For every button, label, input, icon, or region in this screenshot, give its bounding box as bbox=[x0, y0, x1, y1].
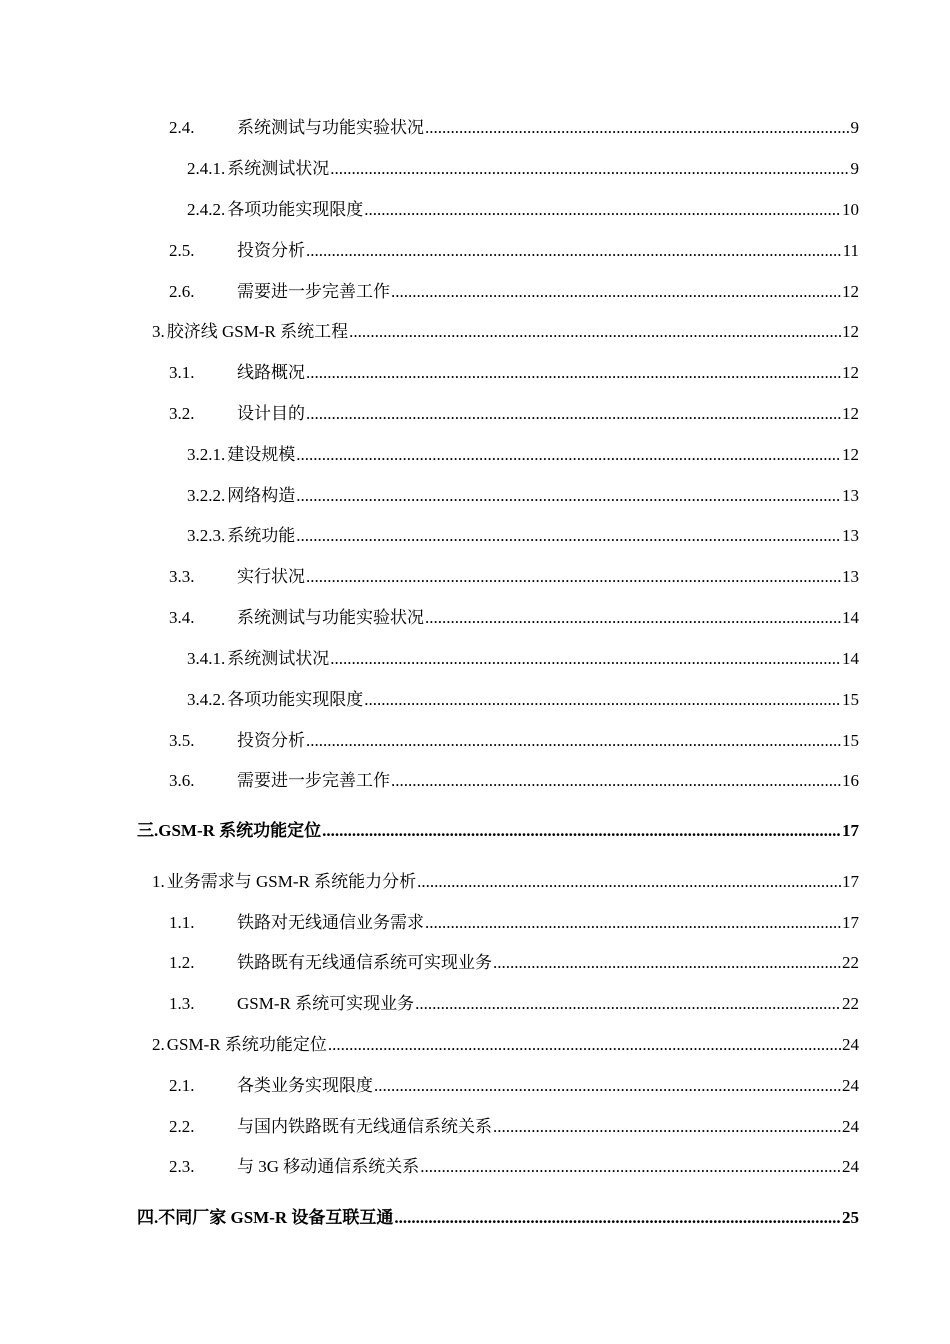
toc-entry-number: 2.5. bbox=[169, 241, 195, 260]
toc-leader bbox=[322, 821, 841, 841]
toc-entry-page: 13 bbox=[842, 567, 859, 586]
toc-entry-title: 线路概况 bbox=[237, 363, 305, 382]
toc-entry-page: 25 bbox=[842, 1208, 859, 1227]
toc-entry[interactable] bbox=[169, 990, 859, 1014]
toc-leader bbox=[306, 567, 841, 587]
toc-leader bbox=[417, 872, 841, 892]
toc-entry-number: 3.5. bbox=[169, 731, 195, 750]
toc-entry-number: 2.1. bbox=[169, 1076, 195, 1095]
toc-leader bbox=[349, 322, 841, 342]
toc-entry-title: 业务需求与 GSM-R 系统能力分析 bbox=[166, 872, 417, 891]
toc-entry-title: 铁路对无线通信业务需求 bbox=[237, 913, 424, 932]
toc-leader bbox=[425, 118, 850, 138]
toc-entry-page: 13 bbox=[842, 526, 859, 545]
toc-chapter-entry[interactable] bbox=[137, 817, 859, 841]
toc-entry-number: 四. bbox=[137, 1208, 159, 1227]
toc-leader bbox=[330, 159, 849, 179]
toc-leader bbox=[493, 953, 841, 973]
toc-entry-title: 设计目的 bbox=[237, 404, 305, 423]
toc-entry-title: 各类业务实现限度 bbox=[237, 1076, 373, 1095]
toc-entry-title: 铁路既有无线通信系统可实现业务 bbox=[237, 953, 492, 972]
toc-entry-number: 2.4.2. bbox=[187, 200, 226, 219]
toc-entry-number: 3.6. bbox=[169, 771, 195, 790]
toc-entry[interactable] bbox=[169, 727, 859, 751]
toc-entry[interactable] bbox=[187, 441, 859, 465]
toc-entry-page: 22 bbox=[842, 994, 859, 1013]
toc-entry-number: 2.2. bbox=[169, 1117, 195, 1136]
toc-entry-page: 12 bbox=[842, 445, 859, 464]
toc-entry-page: 11 bbox=[842, 241, 859, 260]
toc-entry[interactable] bbox=[169, 237, 859, 261]
toc-entry-title: 实行状况 bbox=[237, 567, 305, 586]
toc-entry-number: 3.2.3. bbox=[187, 526, 226, 545]
toc-leader bbox=[328, 1035, 841, 1055]
toc-entry-title: 系统测试与功能实验状况 bbox=[237, 118, 424, 137]
toc-entry-title: 胶济线 GSM-R 系统工程 bbox=[166, 322, 349, 341]
toc-entry[interactable] bbox=[169, 278, 859, 302]
toc-entry-page: 9 bbox=[850, 159, 859, 178]
toc-entry-title: 各项功能实现限度 bbox=[227, 200, 364, 219]
toc-entry-number: 2.3. bbox=[169, 1157, 195, 1176]
toc-entry-number: 3.2.1. bbox=[187, 445, 226, 464]
toc-entry-title: 需要进一步完善工作 bbox=[237, 771, 390, 790]
toc-entry[interactable] bbox=[169, 400, 859, 424]
toc-entry[interactable] bbox=[187, 155, 859, 179]
toc-entry-number: 2.6. bbox=[169, 282, 195, 301]
toc-entry-page: 24 bbox=[842, 1035, 859, 1054]
toc-entry-page: 17 bbox=[842, 872, 859, 891]
toc-leader bbox=[296, 526, 841, 546]
toc-entry-page: 24 bbox=[842, 1076, 859, 1095]
toc-entry[interactable] bbox=[169, 1113, 859, 1137]
toc-leader bbox=[415, 994, 841, 1014]
toc-entry-title: GSM-R 系统功能定位 bbox=[166, 1035, 327, 1054]
toc-entry-page: 10 bbox=[842, 200, 859, 219]
toc-leader bbox=[364, 690, 841, 710]
toc-entry-number: 1.2. bbox=[169, 953, 195, 972]
toc-entry-number: 三. bbox=[137, 821, 159, 840]
toc-entry[interactable] bbox=[169, 1153, 859, 1177]
toc-leader bbox=[364, 200, 841, 220]
toc-leader bbox=[394, 1208, 841, 1228]
toc-entry-page: 17 bbox=[842, 913, 859, 932]
toc-leader bbox=[296, 486, 841, 506]
toc-entry-page: 14 bbox=[842, 649, 859, 668]
toc-entry[interactable] bbox=[152, 318, 859, 342]
toc-entry-number: 3.2.2. bbox=[187, 486, 226, 505]
toc-entry-title: 系统功能 bbox=[227, 526, 296, 545]
toc-entry-page: 12 bbox=[842, 282, 859, 301]
toc-entry[interactable] bbox=[187, 482, 859, 506]
toc-entry-title: 系统测试与功能实验状况 bbox=[237, 608, 424, 627]
toc-entry-title: 需要进一步完善工作 bbox=[237, 282, 390, 301]
toc-entry-title: 各项功能实现限度 bbox=[227, 690, 364, 709]
toc-entry-page: 14 bbox=[842, 608, 859, 627]
toc-entry[interactable] bbox=[187, 645, 859, 669]
toc-entry[interactable] bbox=[169, 767, 859, 791]
toc-entry-title: GSM-R 系统可实现业务 bbox=[237, 994, 415, 1013]
toc-entry-page: 12 bbox=[842, 404, 859, 423]
toc-entry[interactable] bbox=[187, 522, 859, 546]
toc-entry-number: 2.4. bbox=[169, 118, 195, 137]
toc-entry-title: 网络构造 bbox=[227, 486, 296, 505]
toc-entry-page: 24 bbox=[842, 1117, 859, 1136]
toc-entry-title: 与国内铁路既有无线通信系统关系 bbox=[237, 1117, 492, 1136]
toc-entry[interactable] bbox=[187, 686, 859, 710]
toc-chapter-entry[interactable] bbox=[137, 1204, 859, 1228]
toc-entry[interactable] bbox=[169, 563, 859, 587]
toc-leader bbox=[420, 1157, 841, 1177]
toc-entry[interactable] bbox=[187, 196, 859, 220]
toc-entry-title: 建设规模 bbox=[227, 445, 296, 464]
toc-entry-number: 1.3. bbox=[169, 994, 195, 1013]
toc-entry[interactable] bbox=[169, 909, 859, 933]
toc-entry-page: 22 bbox=[842, 953, 859, 972]
toc-entry[interactable] bbox=[152, 1031, 859, 1055]
toc-leader bbox=[306, 363, 841, 383]
toc-entry-number: 1. bbox=[152, 872, 165, 891]
toc-leader bbox=[306, 241, 842, 261]
toc-entry-title: 系统测试状况 bbox=[227, 649, 330, 668]
toc-entry[interactable] bbox=[169, 114, 859, 138]
toc-leader bbox=[306, 731, 841, 751]
toc-leader bbox=[296, 445, 841, 465]
toc-entry-title: 投资分析 bbox=[237, 241, 305, 260]
toc-leader bbox=[330, 649, 841, 669]
toc-entry-page: 24 bbox=[842, 1157, 859, 1176]
toc-entry-title: 与 3G 移动通信系统关系 bbox=[237, 1157, 420, 1176]
toc-entry-number: 3.4.2. bbox=[187, 690, 226, 709]
toc-entry-page: 15 bbox=[842, 731, 859, 750]
toc-entry-title: GSM-R 系统功能定位 bbox=[158, 821, 322, 840]
toc-leader bbox=[425, 913, 841, 933]
toc-entry-number: 3.4.1. bbox=[187, 649, 226, 668]
toc-entry-page: 17 bbox=[842, 821, 859, 840]
toc-entry-number: 3. bbox=[152, 322, 165, 341]
toc-entry-title: 不同厂家 GSM-R 设备互联互通 bbox=[158, 1208, 394, 1227]
toc-entry-page: 16 bbox=[842, 771, 859, 790]
toc-leader bbox=[493, 1117, 841, 1137]
toc-entry-title: 投资分析 bbox=[237, 731, 305, 750]
toc-leader bbox=[391, 282, 841, 302]
toc-entry-page: 9 bbox=[850, 118, 859, 137]
toc-entry-number: 3.2. bbox=[169, 404, 195, 423]
toc-entry[interactable] bbox=[152, 868, 859, 892]
toc-entry-page: 13 bbox=[842, 486, 859, 505]
toc-leader bbox=[306, 404, 841, 424]
toc-entry-page: 12 bbox=[842, 363, 859, 382]
toc-entry-title: 系统测试状况 bbox=[227, 159, 330, 178]
toc-leader bbox=[391, 771, 841, 791]
toc-entry[interactable] bbox=[169, 359, 859, 383]
toc-entry[interactable] bbox=[169, 949, 859, 973]
toc-leader bbox=[425, 608, 841, 628]
toc-entry-number: 2.4.1. bbox=[187, 159, 226, 178]
toc-entry-number: 3.1. bbox=[169, 363, 195, 382]
toc-entry[interactable] bbox=[169, 604, 859, 628]
toc-entry-number: 1.1. bbox=[169, 913, 195, 932]
toc-entry-page: 15 bbox=[842, 690, 859, 709]
toc-entry-page: 12 bbox=[842, 322, 859, 341]
toc-entry-number: 3.4. bbox=[169, 608, 195, 627]
toc-entry-number: 2. bbox=[152, 1035, 165, 1054]
toc-entry-number: 3.3. bbox=[169, 567, 195, 586]
toc-entry[interactable] bbox=[169, 1072, 859, 1096]
toc-leader bbox=[374, 1076, 841, 1096]
